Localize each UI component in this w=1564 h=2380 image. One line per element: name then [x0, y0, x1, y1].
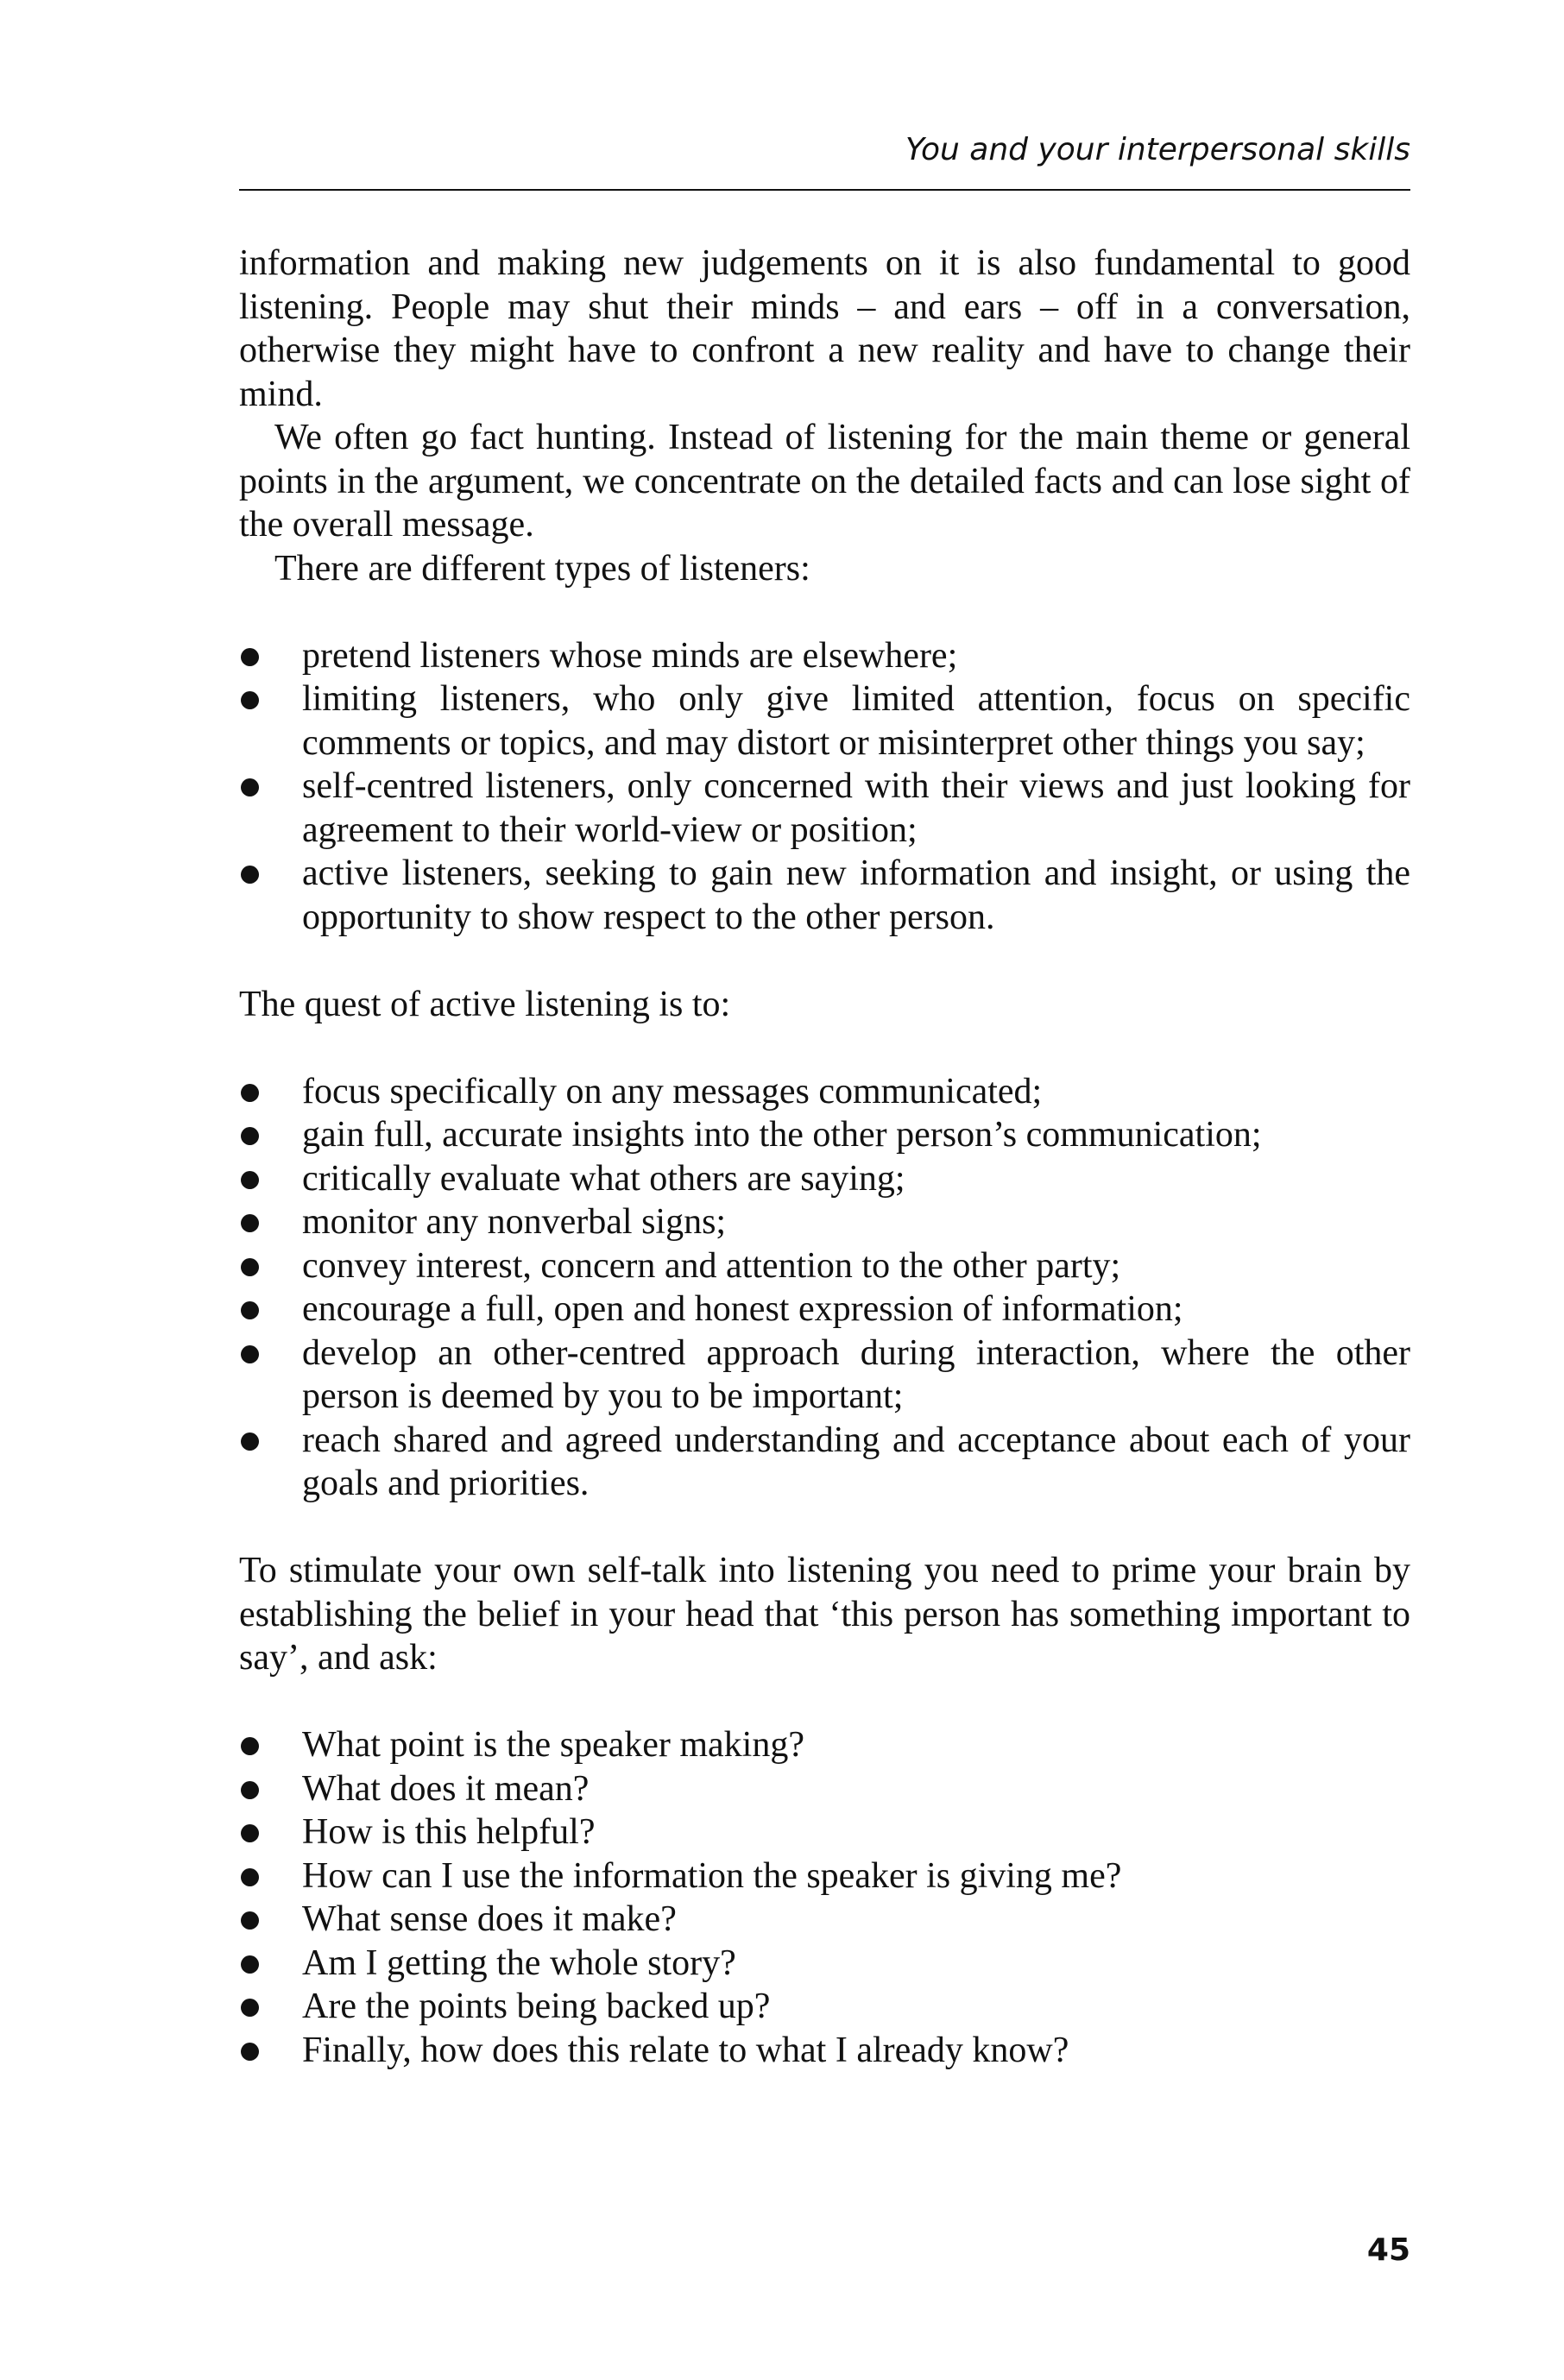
list-item-text: self-centred listeners, only concerned with their views and just looking for agreement to their world-view or position;	[302, 766, 1410, 850]
header-rule	[239, 189, 1410, 191]
bullet-icon	[241, 1781, 259, 1799]
list-item-text: Am I getting the whole story?	[302, 1942, 736, 1983]
list-item-text: What point is the speaker making?	[302, 1725, 804, 1765]
list-item-text: limiting listeners, who only give limited attention, focus on specific comments or topics, and may distort or misinterpret other things you say;	[302, 679, 1410, 763]
list-item	[239, 1723, 1410, 1767]
list-item-text: Finally, how does this relate to what I already know?	[302, 2030, 1069, 2070]
page-body	[239, 242, 1410, 2072]
paragraph-self-talk: To stimulate your own self-talk into listening you need to prime your brain by establishing the belief in your head that ‘this person has something important to say’, and ask:	[239, 1551, 1410, 1678]
list-item	[239, 1419, 1410, 1506]
bullet-icon	[241, 1171, 259, 1189]
list-item-text: What sense does it make?	[302, 1899, 677, 1939]
paragraph-listener-types-intro: There are different types of listeners:	[274, 548, 810, 589]
list-item-text: How is this helpful?	[302, 1812, 596, 1852]
list-item-text: monitor any nonverbal signs;	[302, 1202, 727, 1242]
list-item-text: critically evaluate what others are saying;	[302, 1158, 905, 1199]
list-item-text: focus specifically on any messages communicated;	[302, 1071, 1043, 1111]
self-talk-questions-list	[239, 1723, 1410, 2072]
bullet-icon	[241, 648, 259, 666]
list-item	[239, 1854, 1410, 1898]
list-item-text: gain full, accurate insights into the other person’s communication;	[302, 1115, 1262, 1155]
bullet-icon	[241, 1955, 259, 1974]
list-item	[239, 1942, 1410, 1986]
list-item-text: What does it mean?	[302, 1768, 590, 1809]
list-item	[239, 1113, 1410, 1157]
list-item	[239, 1200, 1410, 1244]
list-item-text: reach shared and agreed understanding and acceptance about each of your goals and priorities.	[302, 1420, 1410, 1503]
bullet-icon	[241, 1911, 259, 1930]
list-item	[239, 1767, 1410, 1811]
bullet-icon	[241, 1432, 259, 1451]
list-item-text: pretend listeners whose minds are elsewhere;	[302, 635, 958, 676]
list-item	[239, 765, 1410, 852]
list-item	[239, 1288, 1410, 1332]
list-item	[239, 1244, 1410, 1288]
paragraph-fact-hunting: We often go fact hunting. Instead of listening for the main theme or general points in the argument, we concentrate on the detailed facts and can lose sight of the overall message.	[239, 418, 1410, 545]
list-item	[239, 1898, 1410, 1942]
list-item-text: develop an other-centred approach during interaction, where the other person is deemed by you to be important;	[302, 1332, 1410, 1416]
bullet-icon	[241, 1301, 259, 1319]
bullet-icon	[241, 1868, 259, 1886]
bullet-icon	[241, 778, 259, 796]
bullet-icon	[241, 1824, 259, 1842]
bullet-icon	[241, 691, 259, 709]
list-item-text: convey interest, concern and attention to the other party;	[302, 1245, 1121, 1286]
active-listening-goals-list	[239, 1070, 1410, 1506]
list-item-text: How can I use the information the speaker is giving me?	[302, 1855, 1122, 1896]
bullet-icon	[241, 2043, 259, 2061]
listener-types-list	[239, 634, 1410, 940]
list-item	[239, 1810, 1410, 1854]
bullet-icon	[241, 1345, 259, 1363]
paragraph-active-listening-intro: The quest of active listening is to:	[239, 984, 731, 1024]
paragraph-listening-judgements: information and making new judgements on it is also fundamental to good listening. People may shut their minds – and ears – off in a conversation, otherwise they might have to confront a new reality and have to change their mind.	[239, 243, 1410, 414]
list-item	[239, 677, 1410, 765]
bullet-icon	[241, 1084, 259, 1102]
bullet-icon	[241, 1999, 259, 2017]
list-item-text: encourage a full, open and honest expression of information;	[302, 1289, 1183, 1329]
list-item-text: active listeners, seeking to gain new information and insight, or using the opportunity to show respect to the other person.	[302, 853, 1410, 937]
list-item	[239, 852, 1410, 939]
list-item	[239, 2029, 1410, 2073]
list-item	[239, 1332, 1410, 1419]
bullet-icon	[241, 866, 259, 884]
list-item	[239, 1070, 1410, 1114]
list-item	[239, 634, 1410, 678]
bullet-icon	[241, 1127, 259, 1145]
list-item	[239, 1985, 1410, 2029]
page-number: 45	[1366, 2232, 1410, 2268]
bullet-icon	[241, 1737, 259, 1755]
list-item-text: Are the points being backed up?	[302, 1986, 771, 2026]
bullet-icon	[241, 1258, 259, 1276]
running-header: You and your interpersonal skills	[905, 132, 1410, 167]
bullet-icon	[241, 1214, 259, 1232]
list-item	[239, 1157, 1410, 1201]
